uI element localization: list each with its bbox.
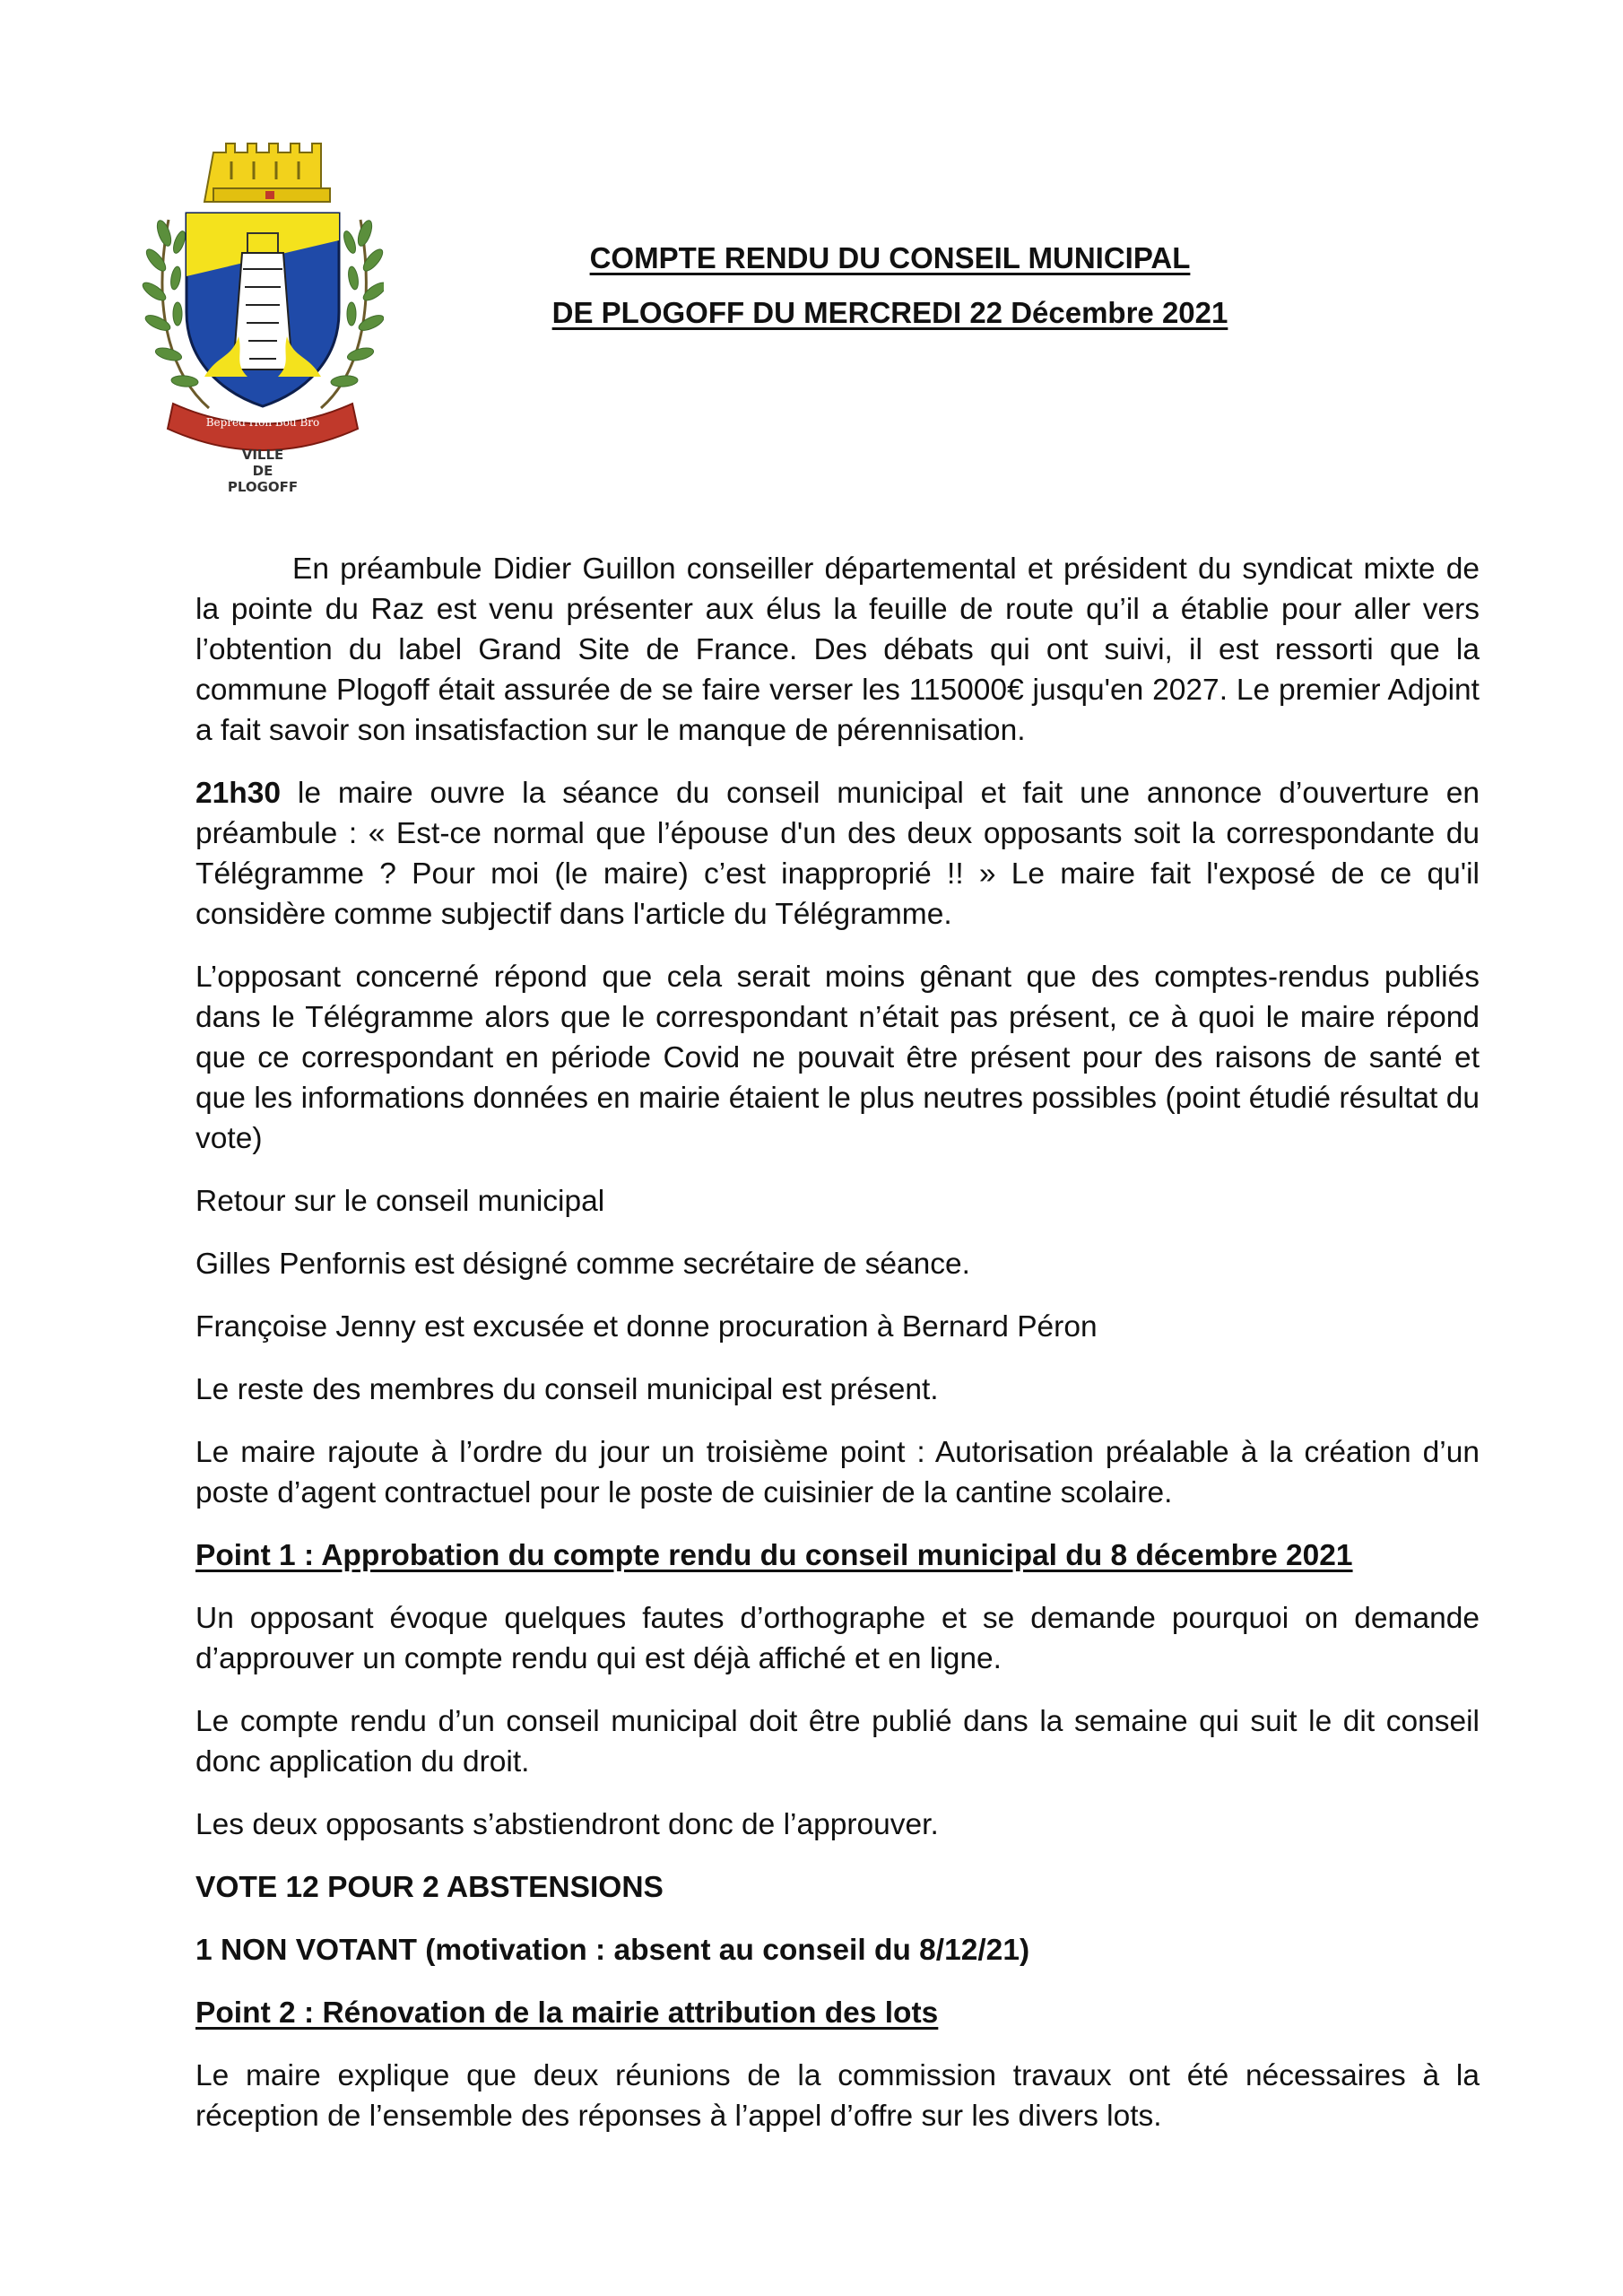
point-1-heading: Point 1 : Approbation du compte rendu du conseil municipal du 8 décembre 2021 [195,1539,1353,1572]
paragraph-present: Le reste des membres du conseil municipal est présent. [195,1373,939,1406]
paragraph-abstain: Les deux opposants s’abstiendront donc de l’approuver. [195,1808,939,1841]
paragraph-spelling: Un opposant évoque quelques fautes d’orthographe et se demande pourquoi on demande d’approuver un compte rendu qui est déjà affiché et en ligne. [195,1602,1480,1675]
opening-time: 21h30 [195,777,281,810]
paragraph-secretary: Gilles Penfornis est désigné comme secrétaire de séance. [195,1248,970,1281]
town-line2: DE [252,463,273,479]
document-body [195,549,1480,2159]
opening-text: le maire ouvre la séance du conseil municipal et fait une annonce d’ouverture en préambule : « Est-ce normal que l’épouse d'un des deux opposants soit la correspondante du Télégramme ? Pour moi (le maire) c’est inapproprié !! » Le maire fait l'exposé de ce qu'il considère comme subjectif dans l'article du Télégramme. [195,777,1480,931]
paragraph-preamble: En préambule Didier Guillon conseiller départemental et président du syndicat mixte de la pointe du Raz est venu présenter aux élus la feuille de route qu’il a établie pour aller vers l’obtention du label Grand Site de France. Des débats qui ont suivi, il est ressorti que la commune Plogoff était assurée de se faire verser les 115000€ jusqu'en 2027. Le premier Adjoint a fait savoir son insatisfaction sur le manque de pérennisation. [195,552,1480,747]
title-line-2: DE PLOGOFF DU MERCREDI 22 Décembre 2021 [551,295,1228,329]
town-line1: VILLE [241,447,284,463]
paragraph-publication: Le compte rendu d’un conseil municipal doit être publié dans la semaine qui suit le dit conseil donc application du droit. [195,1705,1480,1779]
crown-icon [204,144,330,202]
paragraph-return: Retour sur le conseil municipal [195,1185,605,1218]
shield-icon [187,213,339,406]
motto-ribbon [168,404,358,450]
coat-of-arms-logo [142,135,384,493]
paragraph-renovation: Le maire explique que deux réunions de la commission travaux ont été nécessaires à la réception de l’ensemble des réponses à l’appel d’offre sur les divers lots. [195,2059,1480,2133]
motto-text: Bepred Hon Bou Bro [205,416,320,429]
vote-result: VOTE 12 POUR 2 ABSTENSIONS [195,1871,664,1904]
document-title [395,240,1385,330]
paragraph-opponent-response: L’opposant concerné répond que cela serait moins gênant que des comptes-rendus publiés dans le Télégramme alors que le correspondant n’était pas présent, ce à quoi le maire répond que ce correspondant en période Covid ne pouvait être présent pour des raisons de santé et que les informations données en mairie étaient le plus neutres possibles (point étudié résultat du vote) [195,961,1480,1155]
town-line3: PLOGOFF [227,479,299,493]
title-line-1: COMPTE RENDU DU CONSEIL MUNICIPAL [589,241,1191,274]
paragraph-agenda: Le maire rajoute à l’ordre du jour un troisième point : Autorisation préalable à la création d’un poste d’agent contractuel pour le poste de cuisinier de la cantine scolaire. [195,1436,1480,1509]
point-2-heading: Point 2 : Rénovation de la mairie attribution des lots [195,1996,939,2030]
paragraph-opening [195,773,1480,935]
paragraph-proxy: Françoise Jenny est excusée et donne procuration à Bernard Péron [195,1310,1098,1344]
non-voting: 1 NON VOTANT (motivation : absent au conseil du 8/12/21) [195,1934,1030,1967]
